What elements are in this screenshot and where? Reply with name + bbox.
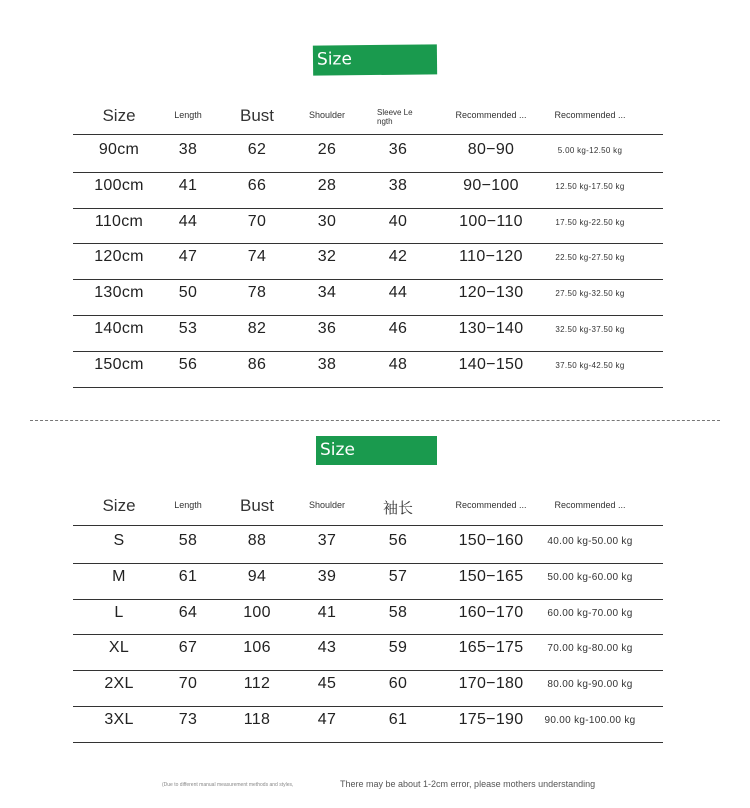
table-cell: 40 bbox=[388, 212, 408, 230]
table-cell: 61 bbox=[388, 711, 408, 728]
footnote-small: (Due to different manual measurement methods and styles, bbox=[162, 782, 294, 788]
table-cell: 150cm bbox=[94, 355, 144, 373]
table-cell: 56 bbox=[388, 532, 408, 549]
header-cell: Recommended ... bbox=[455, 110, 527, 120]
table-cell: XL bbox=[108, 639, 130, 657]
table-cell: L bbox=[114, 603, 124, 621]
table-cell: 130cm bbox=[94, 284, 144, 302]
table-cell: 42 bbox=[388, 248, 408, 266]
table-row bbox=[73, 172, 663, 208]
table-cell: 118 bbox=[243, 711, 271, 728]
table-cell: 28 bbox=[317, 176, 337, 194]
table-cell: 5.00 kg-12.50 kg bbox=[557, 146, 623, 155]
table-cell: 43 bbox=[317, 639, 337, 657]
table-cell: 67 bbox=[178, 639, 198, 657]
table-cell: 37.50 kg-42.50 kg bbox=[555, 360, 625, 370]
table-cell: 44 bbox=[178, 212, 198, 230]
table-cell: 46 bbox=[388, 320, 408, 337]
table-cell: 73 bbox=[178, 711, 198, 728]
table-cell: 90.00 kg-100.00 kg bbox=[544, 715, 636, 726]
table-cell: 165−175 bbox=[458, 639, 524, 657]
header-cell: Shoulder bbox=[308, 500, 346, 510]
table-cell: 86 bbox=[247, 355, 267, 373]
table-cell: 120−130 bbox=[458, 284, 524, 302]
table-cell: 58 bbox=[178, 532, 198, 549]
header-cell: Recommended ... bbox=[455, 500, 527, 510]
table-cell: 30 bbox=[317, 212, 337, 230]
table-cell: 150−165 bbox=[458, 567, 524, 585]
table-cell: 110cm bbox=[94, 212, 144, 230]
table-cell: 100−110 bbox=[459, 212, 523, 230]
header-cell: Size bbox=[102, 496, 136, 515]
table-row bbox=[73, 136, 663, 172]
row-rule bbox=[73, 742, 663, 743]
table-cell: 50.00 kg-60.00 kg bbox=[547, 571, 633, 583]
table-cell: 38 bbox=[388, 176, 408, 194]
table-cell: 74 bbox=[247, 248, 267, 266]
table-row bbox=[73, 243, 663, 279]
table-cell: 88 bbox=[247, 532, 267, 549]
table-cell: 56 bbox=[178, 355, 198, 373]
table-cell: 150−160 bbox=[458, 532, 524, 549]
table-cell: 170−180 bbox=[458, 675, 524, 693]
header-cell: Recommended ... bbox=[554, 500, 626, 510]
table-cell: 100cm bbox=[94, 176, 144, 194]
section-divider bbox=[30, 420, 720, 421]
table-cell: 38 bbox=[178, 141, 198, 158]
table-row bbox=[73, 315, 663, 351]
table-cell: 37 bbox=[317, 532, 337, 549]
table-cell: 47 bbox=[317, 711, 337, 728]
table-cell: 70 bbox=[178, 675, 198, 693]
table-cell: 106 bbox=[243, 639, 271, 657]
table-row bbox=[73, 527, 663, 563]
table-cell: 175−190 bbox=[458, 711, 524, 728]
table-cell: 32.50 kg-37.50 kg bbox=[555, 325, 625, 334]
table-cell: 60.00 kg-70.00 kg bbox=[547, 607, 633, 619]
footnote-main: There may be about 1-2cm error, please mothers understanding bbox=[340, 779, 596, 789]
table-cell: 78 bbox=[247, 284, 267, 302]
header-cell: Bust bbox=[239, 496, 275, 515]
table-cell: 50 bbox=[178, 284, 198, 302]
table-cell: 110−120 bbox=[459, 248, 523, 266]
header-cell: Length bbox=[174, 110, 202, 120]
table-cell: 36 bbox=[388, 141, 408, 158]
table-cell: 59 bbox=[388, 639, 408, 657]
table-cell: 112 bbox=[243, 675, 271, 693]
table-row bbox=[73, 208, 663, 244]
table-cell: 45 bbox=[317, 675, 337, 693]
header-cell: 袖长 bbox=[382, 499, 414, 517]
header-cell: Bust bbox=[239, 106, 275, 125]
table-cell: 40.00 kg-50.00 kg bbox=[547, 536, 633, 547]
header-row bbox=[73, 100, 663, 130]
table-cell: 120cm bbox=[94, 248, 144, 266]
section-1-title: Size bbox=[316, 49, 353, 70]
header-rule bbox=[73, 134, 663, 135]
table-row bbox=[73, 670, 663, 706]
table-cell: 44 bbox=[388, 284, 408, 302]
table-cell: 61 bbox=[178, 567, 198, 585]
table-cell: 48 bbox=[388, 355, 408, 373]
table-cell: 90−100 bbox=[463, 176, 519, 194]
table-cell: 26 bbox=[317, 141, 337, 158]
table-cell: 90cm bbox=[98, 141, 140, 158]
table-cell: 39 bbox=[317, 567, 337, 585]
table-cell: M bbox=[112, 567, 126, 585]
section-2-title: Size bbox=[320, 440, 355, 460]
table-cell: 57 bbox=[388, 567, 408, 585]
header-cell: Size bbox=[102, 106, 136, 125]
header-row bbox=[73, 490, 663, 520]
table-cell: 140−150 bbox=[458, 355, 524, 373]
table-cell: 36 bbox=[317, 320, 337, 337]
table-cell: S bbox=[113, 532, 125, 549]
table-cell: 70.00 kg-80.00 kg bbox=[547, 643, 633, 655]
table-cell: 2XL bbox=[104, 675, 134, 693]
header-cell: Shoulder bbox=[308, 110, 346, 120]
section-2-size-badge bbox=[316, 436, 437, 465]
table-cell: 60 bbox=[388, 675, 408, 693]
table-cell: 38 bbox=[317, 355, 337, 373]
table-cell: 27.50 kg-32.50 kg bbox=[555, 289, 625, 299]
table-row bbox=[73, 634, 663, 670]
table-cell: 41 bbox=[317, 603, 337, 621]
table-cell: 58 bbox=[388, 603, 408, 621]
header-rule bbox=[73, 525, 663, 526]
table-row bbox=[73, 706, 663, 742]
table-cell: 140cm bbox=[94, 320, 144, 337]
table-cell: 130−140 bbox=[458, 320, 524, 337]
table-cell: 3XL bbox=[104, 711, 134, 728]
table-cell: 47 bbox=[178, 248, 198, 266]
table-cell: 82 bbox=[247, 320, 267, 337]
table-cell: 41 bbox=[178, 176, 198, 194]
header-cell: Length bbox=[174, 500, 202, 510]
table-cell: 22.50 kg-27.50 kg bbox=[555, 253, 625, 263]
table-cell: 70 bbox=[247, 212, 267, 230]
table-row bbox=[73, 351, 663, 387]
table-cell: 17.50 kg-22.50 kg bbox=[555, 217, 625, 227]
header-cell: Sleeve Le ngth bbox=[377, 108, 413, 126]
table-cell: 12.50 kg-17.50 kg bbox=[555, 181, 625, 191]
table-row bbox=[73, 599, 663, 635]
table-cell: 34 bbox=[317, 284, 337, 302]
table-cell: 100 bbox=[243, 603, 271, 621]
section-1-size-badge bbox=[313, 44, 437, 75]
table-cell: 32 bbox=[317, 248, 337, 266]
header-cell: Recommended ... bbox=[554, 110, 626, 120]
table-row bbox=[73, 279, 663, 315]
table-row bbox=[73, 563, 663, 599]
table-cell: 62 bbox=[247, 141, 267, 158]
table-cell: 80−90 bbox=[467, 141, 515, 158]
table-cell: 64 bbox=[178, 603, 198, 621]
row-rule bbox=[73, 387, 663, 388]
table-cell: 160−170 bbox=[458, 603, 524, 621]
table-cell: 80.00 kg-90.00 kg bbox=[547, 679, 633, 691]
table-cell: 53 bbox=[178, 320, 198, 337]
table-cell: 66 bbox=[247, 176, 267, 194]
table-cell: 94 bbox=[247, 567, 267, 585]
